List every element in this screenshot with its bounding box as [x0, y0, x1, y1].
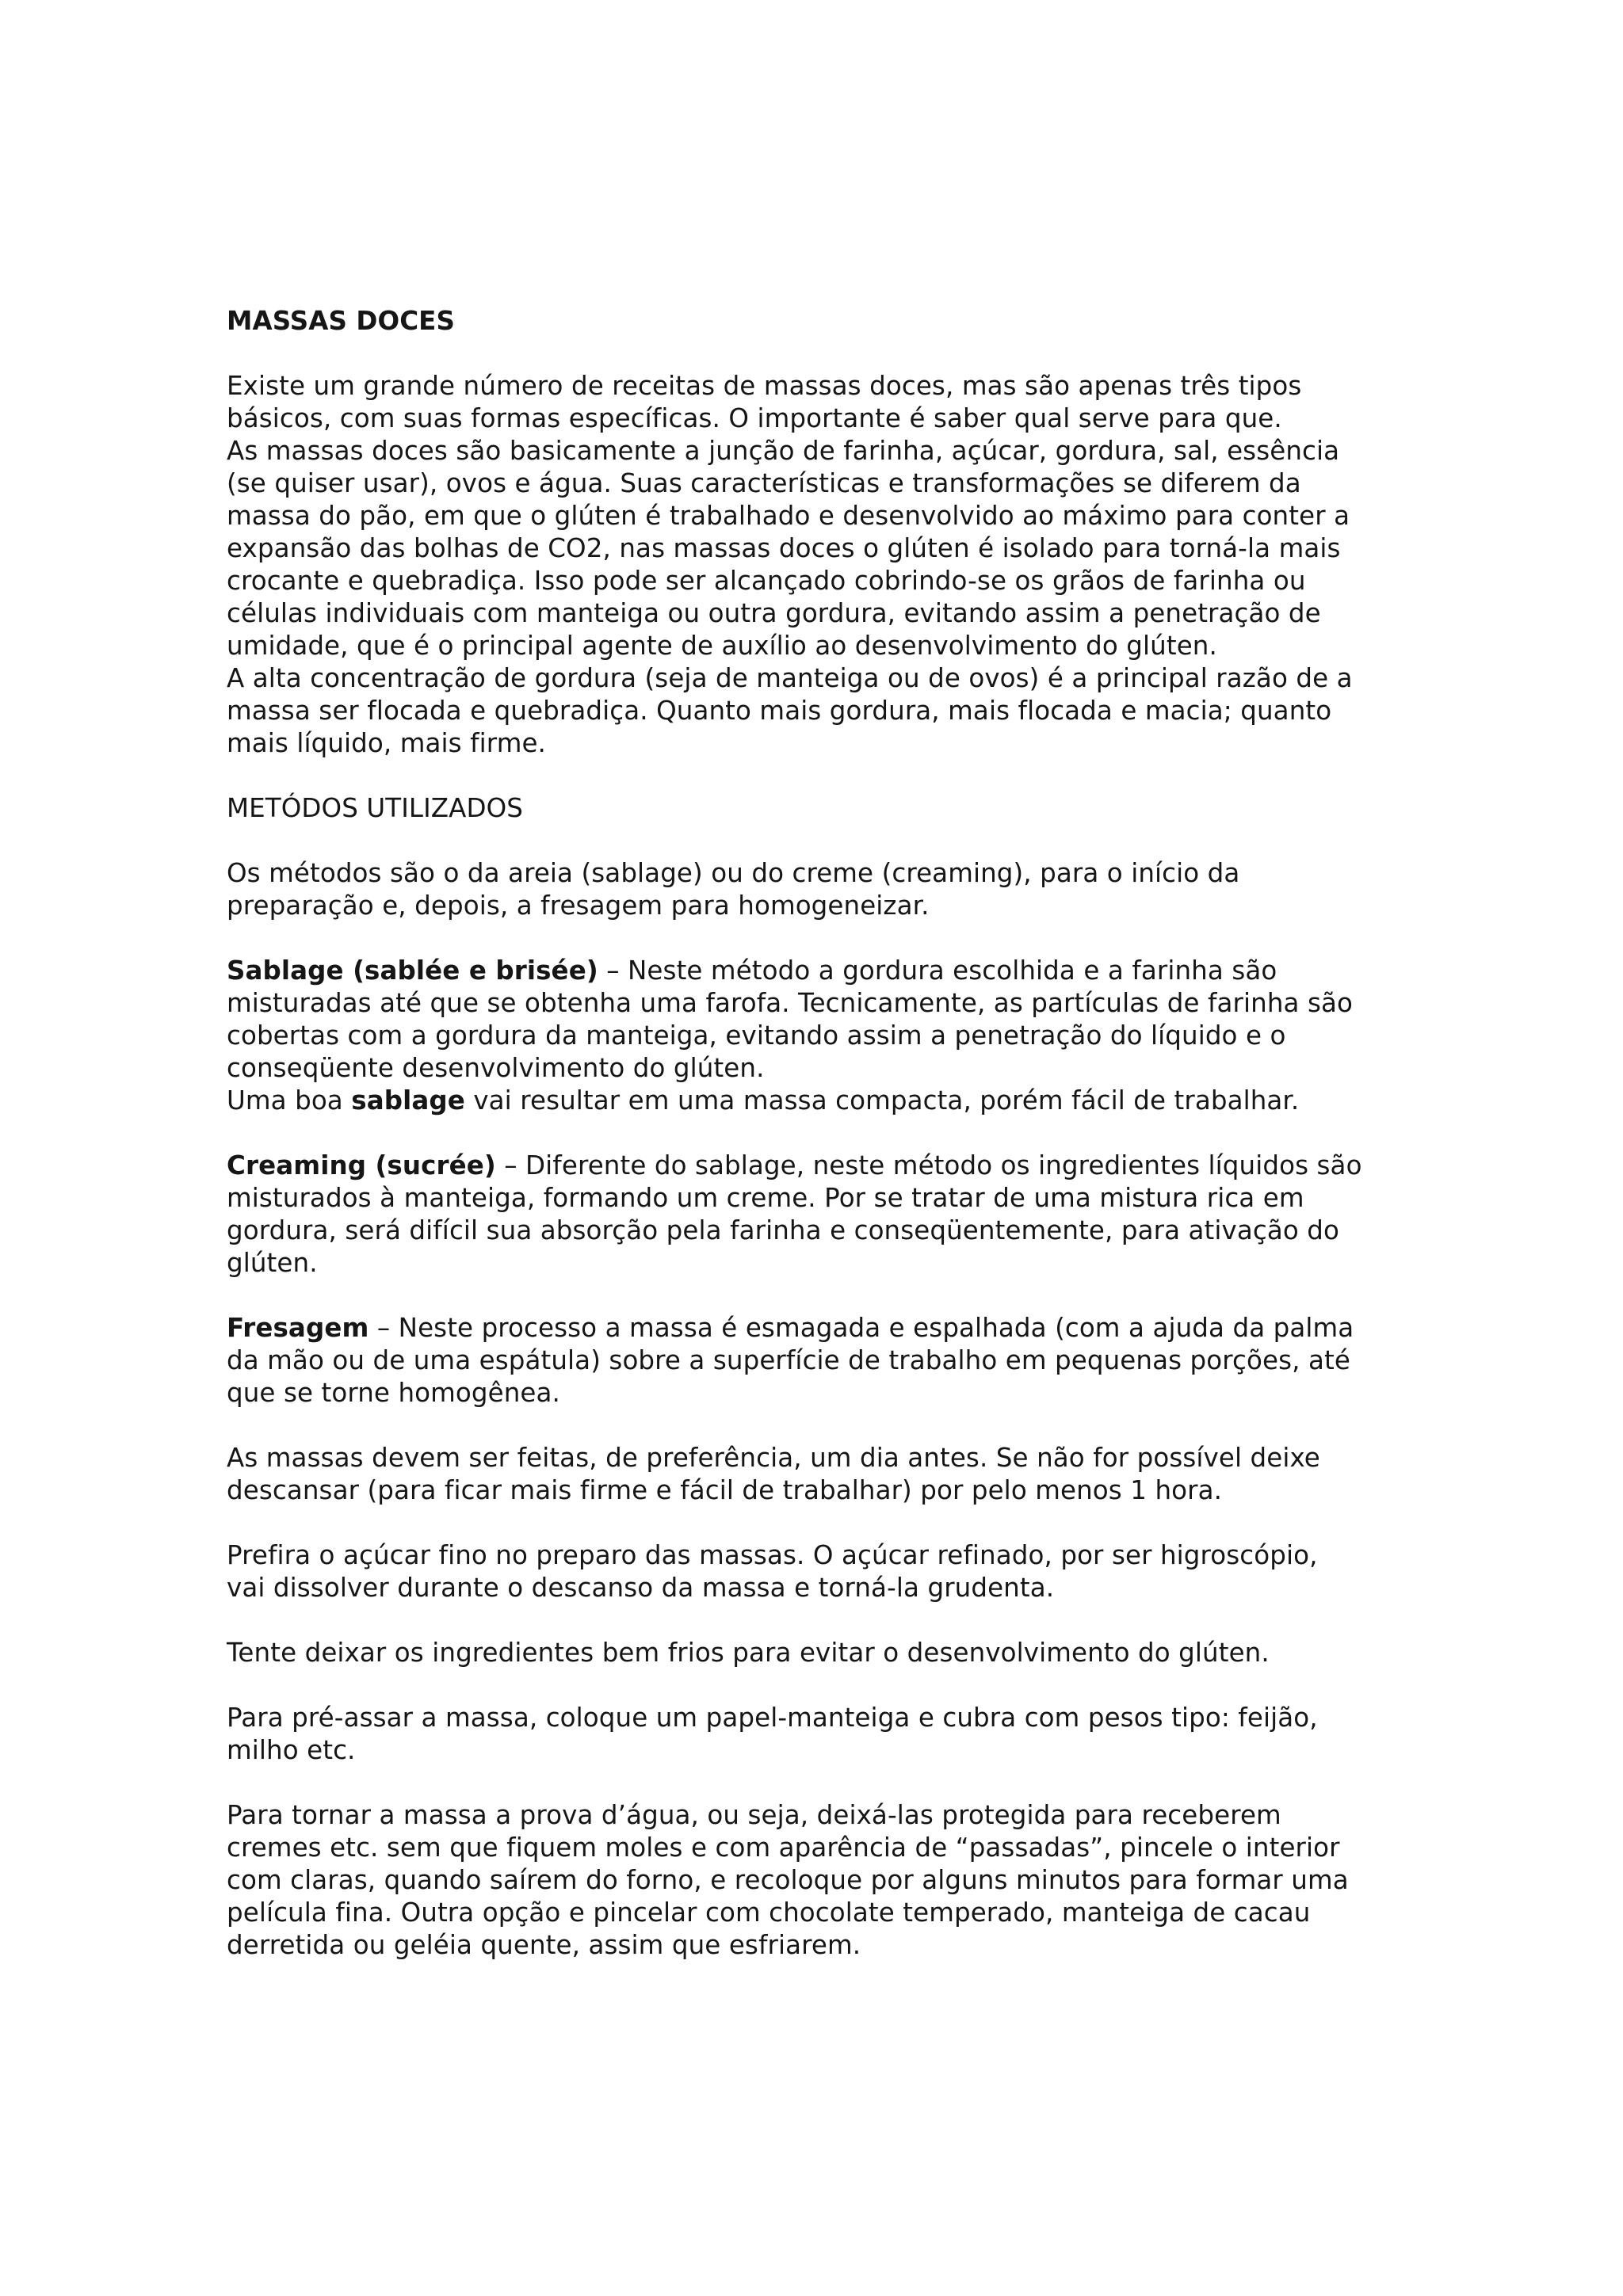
text-line	[227, 955, 1415, 987]
creaming-term: Creaming (sucrée)	[227, 1150, 496, 1180]
text-line: básicos, com suas formas específicas. O importante é saber qual serve para que.	[227, 403, 1282, 433]
tip-paragraph	[227, 1702, 1415, 1767]
text-line	[227, 1150, 1415, 1182]
methods-heading: METÓDOS UTILIZADOS	[227, 793, 524, 823]
text-line: misturados à manteiga, formando um creme. Por se tratar de uma mistura rica em	[227, 1183, 1304, 1213]
intro-paragraph	[227, 370, 1415, 760]
methods-intro-paragraph	[227, 857, 1415, 922]
sablage-term: Sablage (sablée e brisée)	[227, 955, 598, 986]
text-line: cremes etc. sem que fiquem moles e com aparência de “passadas”, pincele o interior	[227, 1833, 1340, 1863]
sablage-last-suffix: vai resultar em uma massa compacta, porém fácil de trabalhar.	[464, 1085, 1300, 1116]
text-line: conseqüente desenvolvimento do glúten.	[227, 1053, 765, 1083]
text-line: descansar (para ficar mais firme e fácil de trabalhar) por pelo menos 1 hora.	[227, 1475, 1223, 1505]
tip-paragraph	[227, 1637, 1415, 1669]
sablage-last-bold: sablage	[351, 1085, 465, 1116]
text-line: derretida ou geléia quente, assim que esfriarem.	[227, 1930, 861, 1960]
text-line	[227, 1085, 1415, 1117]
text-line: massa ser flocada e quebradiça. Quanto mais gordura, mais flocada e macia; quanto	[227, 696, 1332, 726]
text-line: Os métodos são o da areia (sablage) ou do creme (creaming), para o início da	[227, 858, 1240, 888]
creaming-paragraph	[227, 1150, 1415, 1280]
sablage-paragraph	[227, 955, 1415, 1117]
text-line: massa do pão, em que o glúten é trabalhado e desenvolvido ao máximo para conter a	[227, 501, 1350, 531]
tip-paragraph	[227, 1539, 1415, 1604]
sablage-last-prefix: Uma boa	[227, 1085, 352, 1116]
text-line: misturadas até que se obtenha uma farofa. Tecnicamente, as partículas de farinha são	[227, 988, 1354, 1018]
text-line: glúten.	[227, 1248, 318, 1278]
text-line: que se torne homogênea.	[227, 1378, 560, 1408]
sablage-description: – Neste método a gordura escolhida e a farinha são	[598, 955, 1277, 986]
text-line: Prefira o açúcar fino no preparo das massas. O açúcar refinado, por ser higroscópio,	[227, 1540, 1318, 1570]
tip-paragraph	[227, 1799, 1415, 1962]
text-line: expansão das bolhas de CO2, nas massas doces o glúten é isolado para torná-la mais	[227, 533, 1341, 563]
text-line: preparação e, depois, a fresagem para homogeneizar.	[227, 891, 930, 921]
text-line: Tente deixar os ingredientes bem frios para evitar o desenvolvimento do glúten.	[227, 1638, 1270, 1668]
fresagem-description: – Neste processo a massa é esmagada e espalhada (com a ajuda da palma	[369, 1313, 1354, 1343]
fresagem-term: Fresagem	[227, 1313, 369, 1343]
text-line: As massas devem ser feitas, de preferência, um dia antes. Se não for possível deixe	[227, 1443, 1320, 1473]
creaming-description: – Diferente do sablage, neste método os ingredientes líquidos são	[495, 1150, 1362, 1180]
text-line: cobertas com a gordura da manteiga, evitando assim a penetração do líquido e o	[227, 1020, 1286, 1051]
document-title: MASSAS DOCES	[227, 306, 455, 336]
text-line: mais líquido, mais firme.	[227, 728, 546, 758]
text-line: umidade, que é o principal agente de auxílio ao desenvolvimento do glúten.	[227, 631, 1217, 661]
fresagem-paragraph	[227, 1312, 1415, 1409]
text-line: gordura, será difícil sua absorção pela farinha e conseqüentemente, para ativação do	[227, 1215, 1339, 1245]
tip-paragraph	[227, 1442, 1415, 1507]
text-line	[227, 1312, 1415, 1344]
text-line: vai dissolver durante o descanso da massa e torná-la grudenta.	[227, 1573, 1055, 1603]
text-line: Para tornar a massa a prova d’água, ou seja, deixá-las protegida para receberem	[227, 1800, 1281, 1830]
text-line: As massas doces são basicamente a junção de farinha, açúcar, gordura, sal, essência	[227, 436, 1340, 466]
text-line: crocante e quebradiça. Isso pode ser alcançado cobrindo-se os grãos de farinha ou	[227, 566, 1306, 596]
text-line: (se quiser usar), ovos e água. Suas características e transformações se diferem da	[227, 468, 1301, 498]
document-page	[227, 305, 1415, 1994]
text-line: células individuais com manteiga ou outra gordura, evitando assim a penetração de	[227, 598, 1321, 628]
text-line: A alta concentração de gordura (seja de manteiga ou de ovos) é a principal razão de a	[227, 663, 1353, 693]
text-line: Para pré-assar a massa, coloque um papel-manteiga e cubra com pesos tipo: feijão,	[227, 1703, 1318, 1733]
text-line: Existe um grande número de receitas de massas doces, mas são apenas três tipos	[227, 371, 1302, 401]
text-line: milho etc.	[227, 1735, 356, 1765]
text-line: da mão ou de uma espátula) sobre a superfície de trabalho em pequenas porções, até	[227, 1345, 1350, 1375]
text-line: película fina. Outra opção e pincelar com chocolate temperado, manteiga de cacau	[227, 1897, 1311, 1928]
text-line: com claras, quando saírem do forno, e recoloque por alguns minutos para formar uma	[227, 1865, 1349, 1895]
